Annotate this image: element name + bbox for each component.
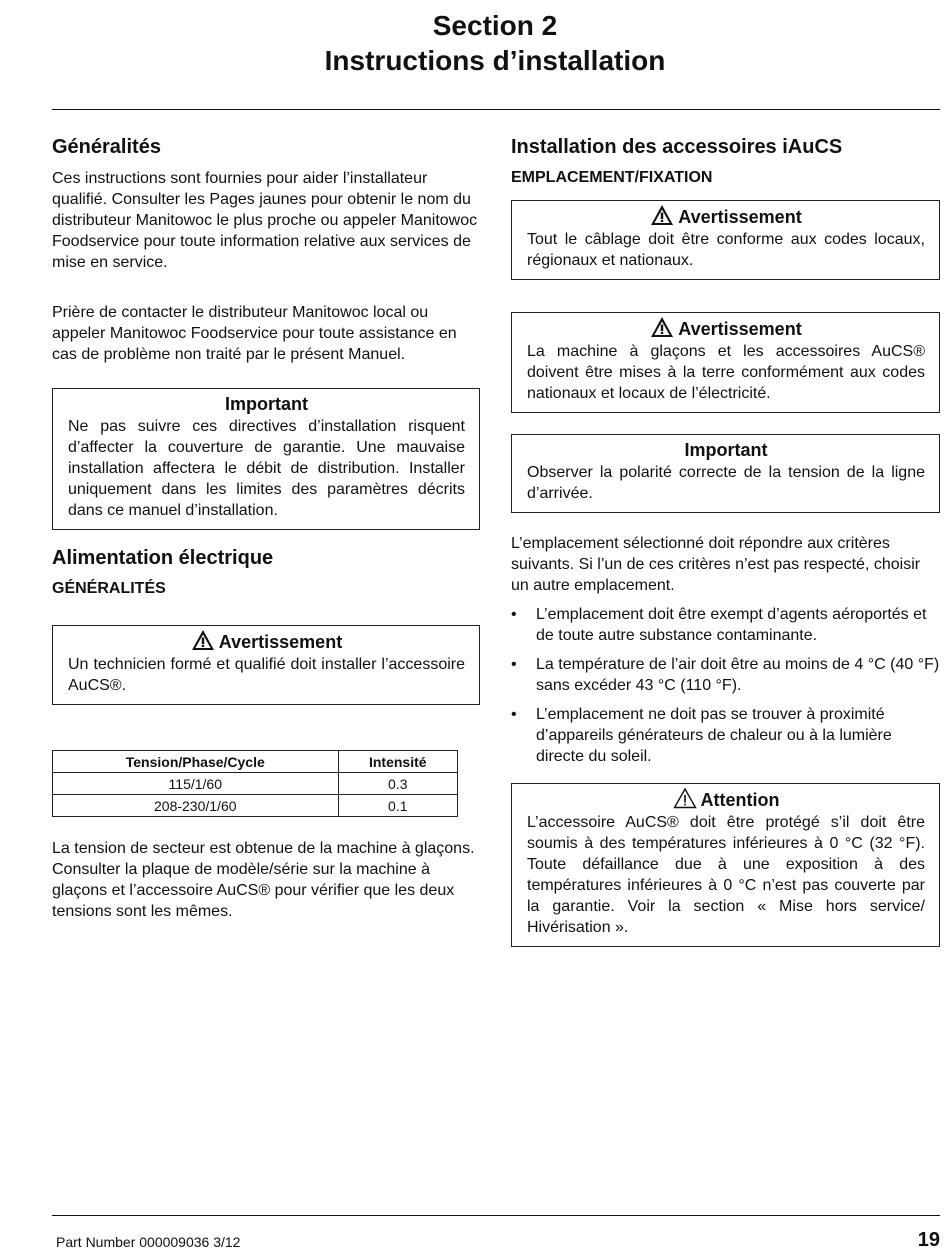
warning-title-label: Avertissement [678, 319, 802, 339]
important-title: Important [684, 440, 768, 460]
bullet: • [511, 706, 517, 723]
header-divider [52, 109, 940, 110]
installation-subheading: EMPLACEMENT/FIXATION [511, 169, 713, 186]
important-text: Observer la polarité correcte de la tension de la ligne d’arrivée. [527, 464, 925, 502]
table-cell: 115/1/60 [53, 773, 339, 795]
list-item-text: La température de l’air doit être au moins de 4 °C (40 °F) sans excéder 43 °C (110 °F). [536, 656, 940, 694]
warning-text: La machine à glaçons et les accessoires AuCS® doivent être mises à la terre conformément aux codes nationaux et locaux de l’électricité. [527, 343, 925, 402]
list-item [511, 654, 940, 696]
attention-text: L’accessoire AuCS® doit être protégé s’il doit être soumis à des températures inférieures à 0 °C (32 °F). Toute défaillance due à une exposition à des températures inférieures à 0 °C n’est pas couverte par la garantie. Voir la section « Mise hors service/ Hivérisation ». [527, 814, 925, 936]
warning-box-technician [52, 625, 480, 705]
table-header-cell: Intensité [338, 751, 457, 773]
attention-box [511, 783, 940, 947]
important-box [52, 388, 480, 530]
warning-title-label: Avertissement [218, 632, 343, 652]
important-box-polarity [511, 434, 940, 513]
warning-text: Tout le câblage doit être conforme aux codes locaux, régionaux et nationaux. [527, 231, 925, 269]
table-header-row [53, 751, 458, 773]
list-item [511, 604, 940, 646]
important-title: Important [225, 394, 308, 414]
generalites-heading: Généralités [52, 136, 161, 158]
page-number: 19 [917, 1229, 940, 1251]
table-cell: 0.1 [338, 795, 457, 817]
bullet: • [511, 656, 517, 673]
generalites-para-1: Ces instructions sont fournies pour aider l’installateur qualifié. Consulter les Pages jaunes pour obtenir le nom du distributeur Manitowoc le plus proche ou appeler Manitowoc Foodservice pour toute information relative aux services de mise en service. [52, 170, 478, 271]
warning-title [527, 204, 925, 229]
alimentation-subheading: GÉNÉRALITÉS [52, 580, 166, 597]
criteria-intro: L’emplacement sélectionné doit répondre aux critères suivants. Si l’un de ces critères n’est pas respecté, choisir un autre emplacement. [511, 535, 921, 594]
warning-title [68, 629, 465, 654]
bullet: • [511, 606, 517, 623]
table-row [53, 773, 458, 795]
criteria-list [511, 604, 940, 767]
attention-title [527, 787, 925, 812]
power-spec-table [52, 750, 458, 817]
warning-box-wiring [511, 200, 940, 280]
installation-heading: Installation des accessoires iAuCS [511, 136, 843, 158]
footer-divider [52, 1215, 940, 1216]
warning-title [527, 316, 925, 341]
list-item-text: L’emplacement ne doit pas se trouver à proximité d’appareils générateurs de chaleur ou à la lumière directe du soleil. [536, 706, 892, 765]
warning-text: Un technicien formé et qualifié doit installer l’accessoire AuCS®. [68, 656, 465, 694]
section-title: Instructions d’installation [324, 45, 666, 76]
left-column [52, 133, 480, 922]
page-title [0, 8, 950, 78]
part-number: Part Number 000009036 3/12 [56, 1234, 241, 1250]
caution-outline-triangle-icon [673, 787, 697, 809]
section-number: Section 2 [432, 10, 558, 41]
list-item-text: L’emplacement doit être exempt d’agents aéroportés et de toute autre substance contaminante. [536, 606, 927, 644]
warning-triangle-icon [650, 316, 674, 338]
warning-triangle-icon [650, 204, 674, 226]
important-text: Ne pas suivre ces directives d’installation risquent d’affecter la couverture de garantie. Une mauvaise installation affectera le débit de distribution. Installer uniquement dans les limites des paramètres décrits dans ce manuel d’installation. [68, 418, 465, 519]
table-row [53, 795, 458, 817]
warning-title-label: Avertissement [678, 207, 802, 227]
warning-box-grounding [511, 312, 940, 413]
attention-title-label: Attention [700, 790, 780, 810]
table-cell: 0.3 [338, 773, 457, 795]
voltage-para: La tension de secteur est obtenue de la machine à glaçons. Consulter la plaque de modèle/série sur la machine à glaçons et l’accessoire AuCS® pour vérifier que les deux tensions sont les mêmes. [52, 840, 475, 920]
right-column [511, 133, 940, 947]
table-header-cell: Tension/Phase/Cycle [53, 751, 339, 773]
warning-triangle-icon [191, 629, 215, 651]
generalites-para-2: Prière de contacter le distributeur Manitowoc local ou appeler Manitowoc Foodservice pour toute assistance en cas de problème non traité par le présent Manuel. [52, 304, 457, 363]
alimentation-heading: Alimentation électrique [52, 547, 274, 569]
table-cell: 208-230/1/60 [53, 795, 339, 817]
list-item [511, 704, 940, 767]
